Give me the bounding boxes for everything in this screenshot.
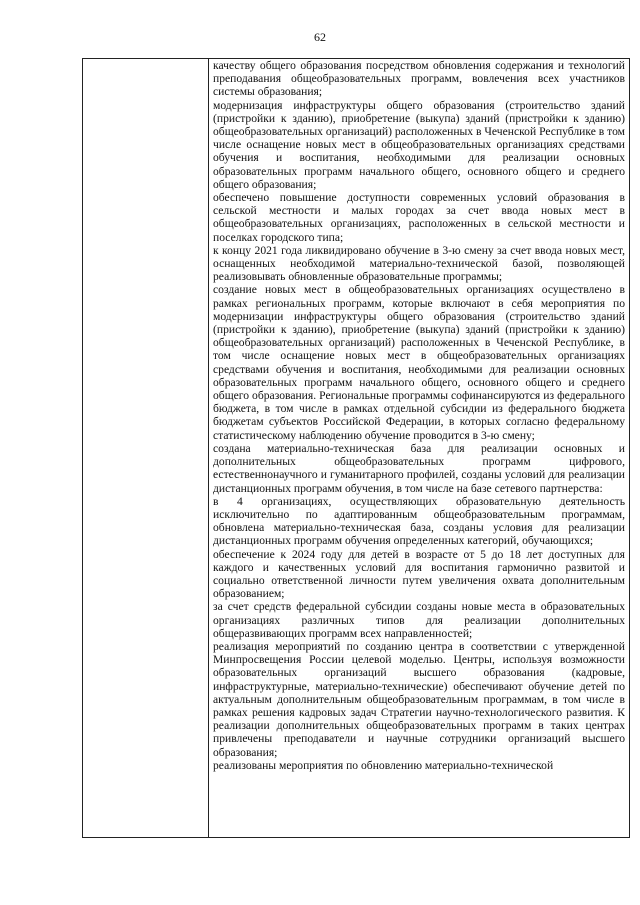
paragraph: создание новых мест в общеобразовательных организациях осуществлено в рамках региональных программ, которые включают в себя мероприятия по модернизации инфраструктуры общего образования (строительство зданий (пристройки к зданию), приобретение (выкупа) зданий (пристройки к зданию) общеобразовательных организаций) расположенных в Чеченской Республике, в том числе оснащение новых мест в общеобразовательных организациях средствами обучения и воспитания, необходимыми для реализации основных образовательных программ начального общего, основного общего и среднего общего образования. Региональные программы софинансируются из федерального бюджета, в том числе в рамках отдельной субсидии из федерального бюджета бюджетам субъектов Российской Федерации, в которых согласно федеральному статистическому наблюдению обучение проводится в 3-ю смену; [213, 283, 625, 442]
page-number: 62 [314, 30, 326, 44]
paragraph: обеспечено повышение доступности современных условий образования в сельской местности и малых городах за счет ввода новых мест в общеобразовательных организациях, расположенных в сельской местности и поселках городского типа; [213, 191, 625, 244]
table-left-column [83, 59, 209, 837]
paragraph: за счет средств федеральной субсидии созданы новые места в образовательных организациях различных типов для реализации дополнительных общеразвивающих программ всех направленностей; [213, 600, 625, 640]
paragraph: к концу 2021 года ликвидировано обучение в 3-ю смену за счет ввода новых мест, оснащенных необходимой материально-технической базой, позволяющей реализовывать обновленные образовательные программы; [213, 243, 625, 284]
paragraph: обеспечение к 2024 году для детей в возрасте от 5 до 18 лет доступных для каждого и качественных условий для воспитания гармонично развитой и социально ответственной личности путем увеличения охвата дополнительным образованием; [213, 547, 625, 601]
paragraph: реализованы мероприятия по обновлению материально-технической [213, 758, 554, 772]
content-table [82, 58, 630, 838]
table-right-column [209, 59, 629, 837]
paragraph: модернизация инфраструктуры общего образования (строительство зданий (пристройки к зданию), приобретение (выкупа) зданий (пристройки к зданию) общеобразовательных организаций) расположенных в Чеченской Республике в том числе оснащение новых мест в общеобразовательных организациях средствами обучения и воспитания, необходимыми для реализации основных образовательных программ начального общего, основного общего и среднего общего образования; [213, 98, 625, 191]
paragraph: создана материально-техническая база для реализации основных и дополнительных общеобразовательных программ цифрового, естественнонаучного и гуманитарного профилей, созданы условий для реализации дистанционных программ обучения, в том числе на базе сетевого партнерства: [213, 441, 625, 495]
paragraph: качеству общего образования посредством обновления содержания и технологий преподавания общеобразовательных программ, вовлечения всех участников системы образования; [213, 59, 625, 99]
paragraph: реализация мероприятий по созданию центра в соответствии с утвержденной Минпросвещения России целевой моделью. Центры, используя возможности образовательных организаций высшего образования (кадровые, инфраструктурные, материально-технические) обеспечивают обучение детей по актуальным дополнительным общеобразовательным программам, в том числе в рамках решения кадровых задач Стратегии научно-технологического развития. К реализации дополнительных общеобразовательных программ в таких центрах привлечены преподаватели и научные сотрудники организаций высшего образования; [213, 639, 625, 759]
paragraph: в 4 организациях, осуществляющих образовательную деятельность исключительно по адаптированным общеобразовательным программам, обновлена материально-техническая база, созданы условия для реализации дистанционных программ обучения определенных категорий, обучающихся; [213, 494, 625, 548]
